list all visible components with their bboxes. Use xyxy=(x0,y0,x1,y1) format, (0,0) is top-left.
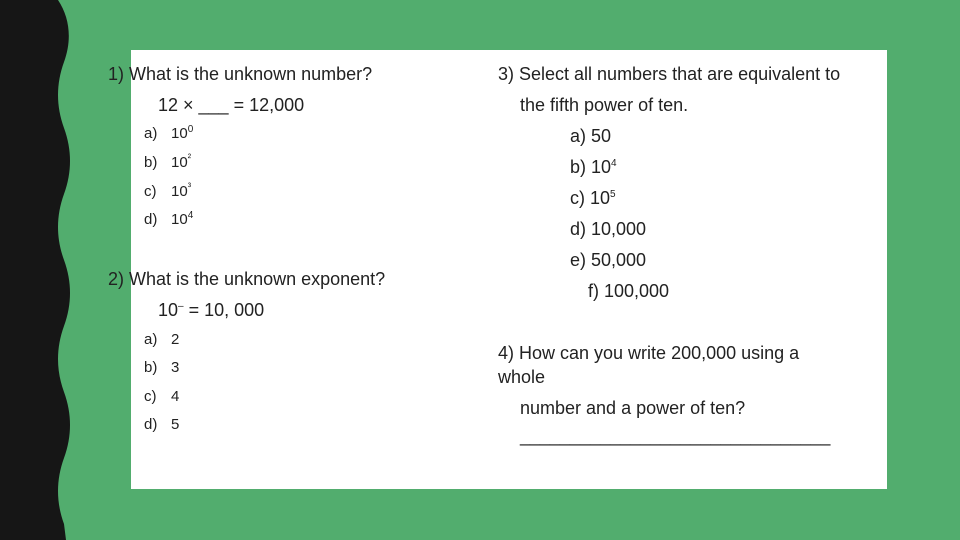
q3-option-d[interactable]: d) 10,000 xyxy=(570,219,647,239)
q4-question-line2: whole xyxy=(498,367,546,387)
q2-equation: 10– = 10, 000 xyxy=(158,300,265,320)
q4-question-line3: number and a power of ten? xyxy=(520,398,746,418)
q3-option-c[interactable]: c) $10^5$ xyxy=(570,188,616,208)
q3-option-f[interactable]: f) 100,000 xyxy=(588,281,670,301)
q4-question-line1: 4) How can you write 200,000 using a xyxy=(498,343,800,363)
q2-option-c[interactable]: c) 4 xyxy=(144,388,180,405)
option-letter: c) xyxy=(144,183,157,200)
q1-equation: 12 × ___ = 12,000 xyxy=(158,95,305,115)
q2-question: 2) What is the unknown exponent? xyxy=(108,269,386,289)
q2-option-a[interactable]: a) 2 xyxy=(144,331,180,348)
option-letter: b) xyxy=(144,359,158,376)
option-letter: a) xyxy=(144,331,158,348)
option-letter: c) xyxy=(144,388,157,405)
q1-question: 1) What is the unknown number? xyxy=(108,64,373,84)
q3-option-e[interactable]: e) 50,000 xyxy=(570,250,647,270)
q1-option-c[interactable]: c) $10^{^3}$ xyxy=(144,182,192,200)
option-letter: a) xyxy=(144,125,158,142)
q2-option-d[interactable]: d) 5 xyxy=(144,416,180,433)
q1-option-d[interactable]: d) $10^4$ xyxy=(144,210,194,228)
q3-option-a[interactable]: a) 50 xyxy=(570,126,612,146)
q3-option-b[interactable]: b) $10^4$ xyxy=(570,157,617,177)
q3-question-line1: 3) Select all numbers that are equivalent to xyxy=(498,64,841,84)
q3-question-line2: the fifth power of ten. xyxy=(520,95,689,115)
option-letter: d) xyxy=(144,211,158,228)
option-letter: d) xyxy=(144,416,158,433)
worksheet-card xyxy=(108,50,887,489)
q2-option-b[interactable]: b) 3 xyxy=(144,359,180,376)
wave-shape xyxy=(0,0,70,540)
q1-option-a[interactable]: a) $10^0$ xyxy=(144,124,194,142)
option-letter: b) xyxy=(144,154,158,171)
q1-option-b[interactable]: b) $10^{^2}$ xyxy=(144,153,192,171)
decorative-wave-border xyxy=(0,0,90,540)
q4-answer-blank[interactable]: _______________________________ xyxy=(520,426,831,446)
